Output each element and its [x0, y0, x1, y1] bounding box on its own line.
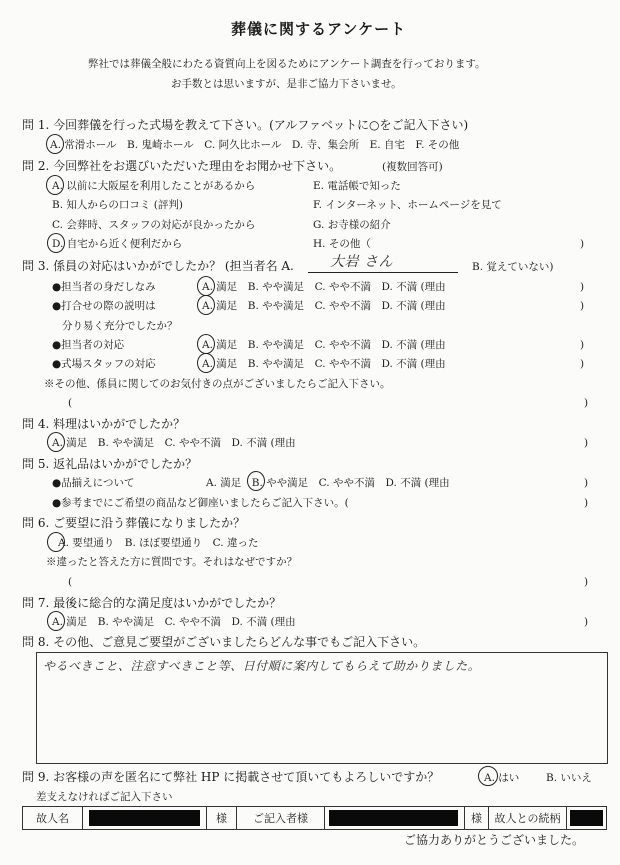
q2-option-a[interactable]: A. 以前に大阪屋を利用したことがあるから — [52, 180, 256, 192]
q3-open-paren: ( — [68, 397, 73, 409]
q2-answer-circle-d — [47, 233, 65, 253]
q3-row-scale[interactable]: A. 満足 B. やや満足 C. やや不満 D. 不満 (理由 — [202, 281, 446, 293]
q5-answer-circle — [247, 471, 265, 491]
q6-question: 問 6. ご要望に沿う葬儀になりましたか？ — [22, 516, 246, 530]
q6-close-paren: ) — [584, 576, 589, 588]
deceased-name-label: 故人名 — [23, 807, 83, 830]
writer-label: ご記入者様 — [237, 807, 325, 830]
intro-line-2: お手数とは思いますが、是非ご協力下さいませ。 — [171, 78, 402, 90]
q4-question: 問 4. 料理はいかがでしたか？ — [22, 417, 186, 431]
q4-scale[interactable]: A. 満足 B. やや満足 C. やや不満 D. 不満 (理由 — [52, 437, 296, 449]
q2-question: 問 2. 今回弊社をお選びいただいた理由をお聞かせ下さい。 — [22, 159, 342, 173]
q6-open-paren: ( — [68, 576, 73, 588]
q3-row-scale[interactable]: A. 満足 B. やや満足 C. やや不満 D. 不満 (理由 — [202, 358, 446, 370]
q5-question: 問 5. 返礼品はいかがでしたか？ — [22, 457, 198, 471]
redaction-bar — [89, 810, 200, 826]
q4-answer-circle — [47, 432, 65, 452]
closing-thanks: ご協力ありがとうございました。 — [404, 833, 585, 847]
q3-answer-circle-1 — [197, 276, 215, 296]
q5-row2: ●参考までにご希望の商品など御座いましたらご記入下さい。( — [52, 497, 349, 509]
q8-question: 問 8. その他、ご意見ご要望がございましたらどんな事でもご記入下さい。 — [22, 635, 426, 649]
q7-close-paren: ) — [584, 616, 589, 628]
q3-row-label: ●打合せの際の説明は — [52, 300, 156, 312]
q3-answer-circle-2 — [197, 295, 215, 315]
q8-handwritten-answer: やるべきこと、注意すべきこと等、日付順に案内してもらえて助かりました。 — [43, 659, 481, 673]
deceased-name-field[interactable] — [83, 807, 207, 830]
honorific-1: 様 — [207, 807, 237, 830]
q7-answer-circle — [47, 611, 65, 631]
writer-name-field[interactable] — [325, 807, 465, 830]
q2-option-e[interactable]: E. 電話帳で知った — [313, 180, 401, 192]
q2-note: (複数回答可) — [382, 161, 443, 173]
relation-field[interactable] — [567, 807, 607, 830]
q3-answer-circle-3 — [197, 334, 215, 354]
q8-comment-box[interactable] — [36, 652, 608, 764]
q9-no[interactable]: B. いいえ — [546, 772, 592, 784]
intro-line-1: 弊社では葬儀全般にわたる資質向上を図るためにアンケート調査を行っております。 — [88, 58, 486, 70]
q3-row-label: ●担当者の身だしなみ — [52, 281, 156, 293]
q3-row-scale[interactable]: A. 満足 B. やや満足 C. やや不満 D. 不満 (理由 — [202, 339, 446, 351]
q4-close-paren: ) — [584, 437, 589, 449]
q2-option-b[interactable]: B. 知人からの口コミ (評判) — [52, 199, 183, 211]
q2-option-g[interactable]: G. お寺様の紹介 — [313, 219, 391, 231]
q9-answer-circle — [478, 766, 498, 786]
q1-question: 問 1. 今回葬儀を行った式場を教えて下さい。(アルファベットに○をご記入下さい) — [22, 118, 469, 132]
q3-row-close: ) — [580, 300, 585, 312]
signature-table — [22, 806, 607, 830]
q3-other-note: ※その他、係員に関してのお気付きの点がございましたらご記入下さい。 — [44, 378, 391, 390]
q2-close-paren: ) — [580, 238, 585, 250]
q2-option-c[interactable]: C. 会葬時、スタッフの対応が良かったから — [52, 219, 256, 231]
q9-note: 差支えなければご記入下さい — [36, 791, 173, 803]
page-title: 葬儀に関するアンケート — [231, 20, 407, 38]
q1-options[interactable]: A. 常滑ホール B. 鬼崎ホール C. 阿久比ホール D. 寺、集会所 E. 自宅 F. その他 — [50, 139, 460, 151]
q7-question: 問 7. 最後に総合的な満足度はいかがでしたか？ — [22, 596, 282, 610]
q2-answer-circle-a — [46, 175, 64, 195]
q3-row-close: ) — [580, 358, 585, 370]
q5-row1-scale[interactable]: A. 満足 B. やや満足 C. やや不満 D. 不満 (理由 — [206, 477, 450, 489]
q2-option-d[interactable]: D. 自宅から近く便利だから — [52, 238, 183, 250]
q9-yes[interactable]: A. はい — [484, 772, 520, 784]
q3-not-remember[interactable]: B. 覚えていない) — [472, 261, 554, 273]
q3-close-paren: ) — [584, 397, 589, 409]
q3-row-label: 分り易く充分でしたか？ — [62, 320, 178, 332]
q3-row-label: ●式場スタッフの対応 — [52, 358, 156, 370]
q6-note: ※違ったと答えた方に質問です。それはなぜですか？ — [46, 556, 298, 568]
q5-row2-close: ) — [584, 497, 589, 509]
relation-label: 故人との続柄 — [489, 807, 567, 830]
q3-staff-name: 大岩 さん — [330, 254, 393, 270]
q6-options[interactable]: A. 要望通り B. ほぼ要望通り C. 違った — [58, 537, 259, 549]
q5-row1-label: ●品揃えについて — [52, 477, 135, 489]
q7-scale[interactable]: A. 満足 B. やや満足 C. やや不満 D. 不満 (理由 — [52, 616, 296, 628]
q1-answer-circle — [46, 134, 64, 154]
q3-row-label: ●担当者の対応 — [52, 339, 125, 351]
redaction-bar — [570, 810, 603, 826]
q3-name-underline — [308, 272, 458, 273]
redaction-bar — [329, 810, 458, 826]
q3-row-close: ) — [580, 339, 585, 351]
q9-question: 問 9. お客様の声を匿名にて弊社 HP に掲載させて頂いてもよろしいですか？ — [22, 770, 440, 784]
honorific-2: 様 — [465, 807, 489, 830]
q3-question: 問 3. 係員の対応はいかがでしたか？ (担当者名 A. — [22, 259, 294, 273]
q3-answer-circle-4 — [197, 353, 215, 373]
q6-answer-circle — [47, 532, 65, 552]
q3-row-scale[interactable]: A. 満足 B. やや満足 C. やや不満 D. 不満 (理由 — [202, 300, 446, 312]
q5-row1-close: ) — [584, 477, 589, 489]
q2-option-f[interactable]: F. インターネット、ホームページを見て — [313, 199, 502, 211]
q3-row-close: ) — [580, 281, 585, 293]
q2-option-h[interactable]: H. その他（ — [313, 238, 371, 250]
